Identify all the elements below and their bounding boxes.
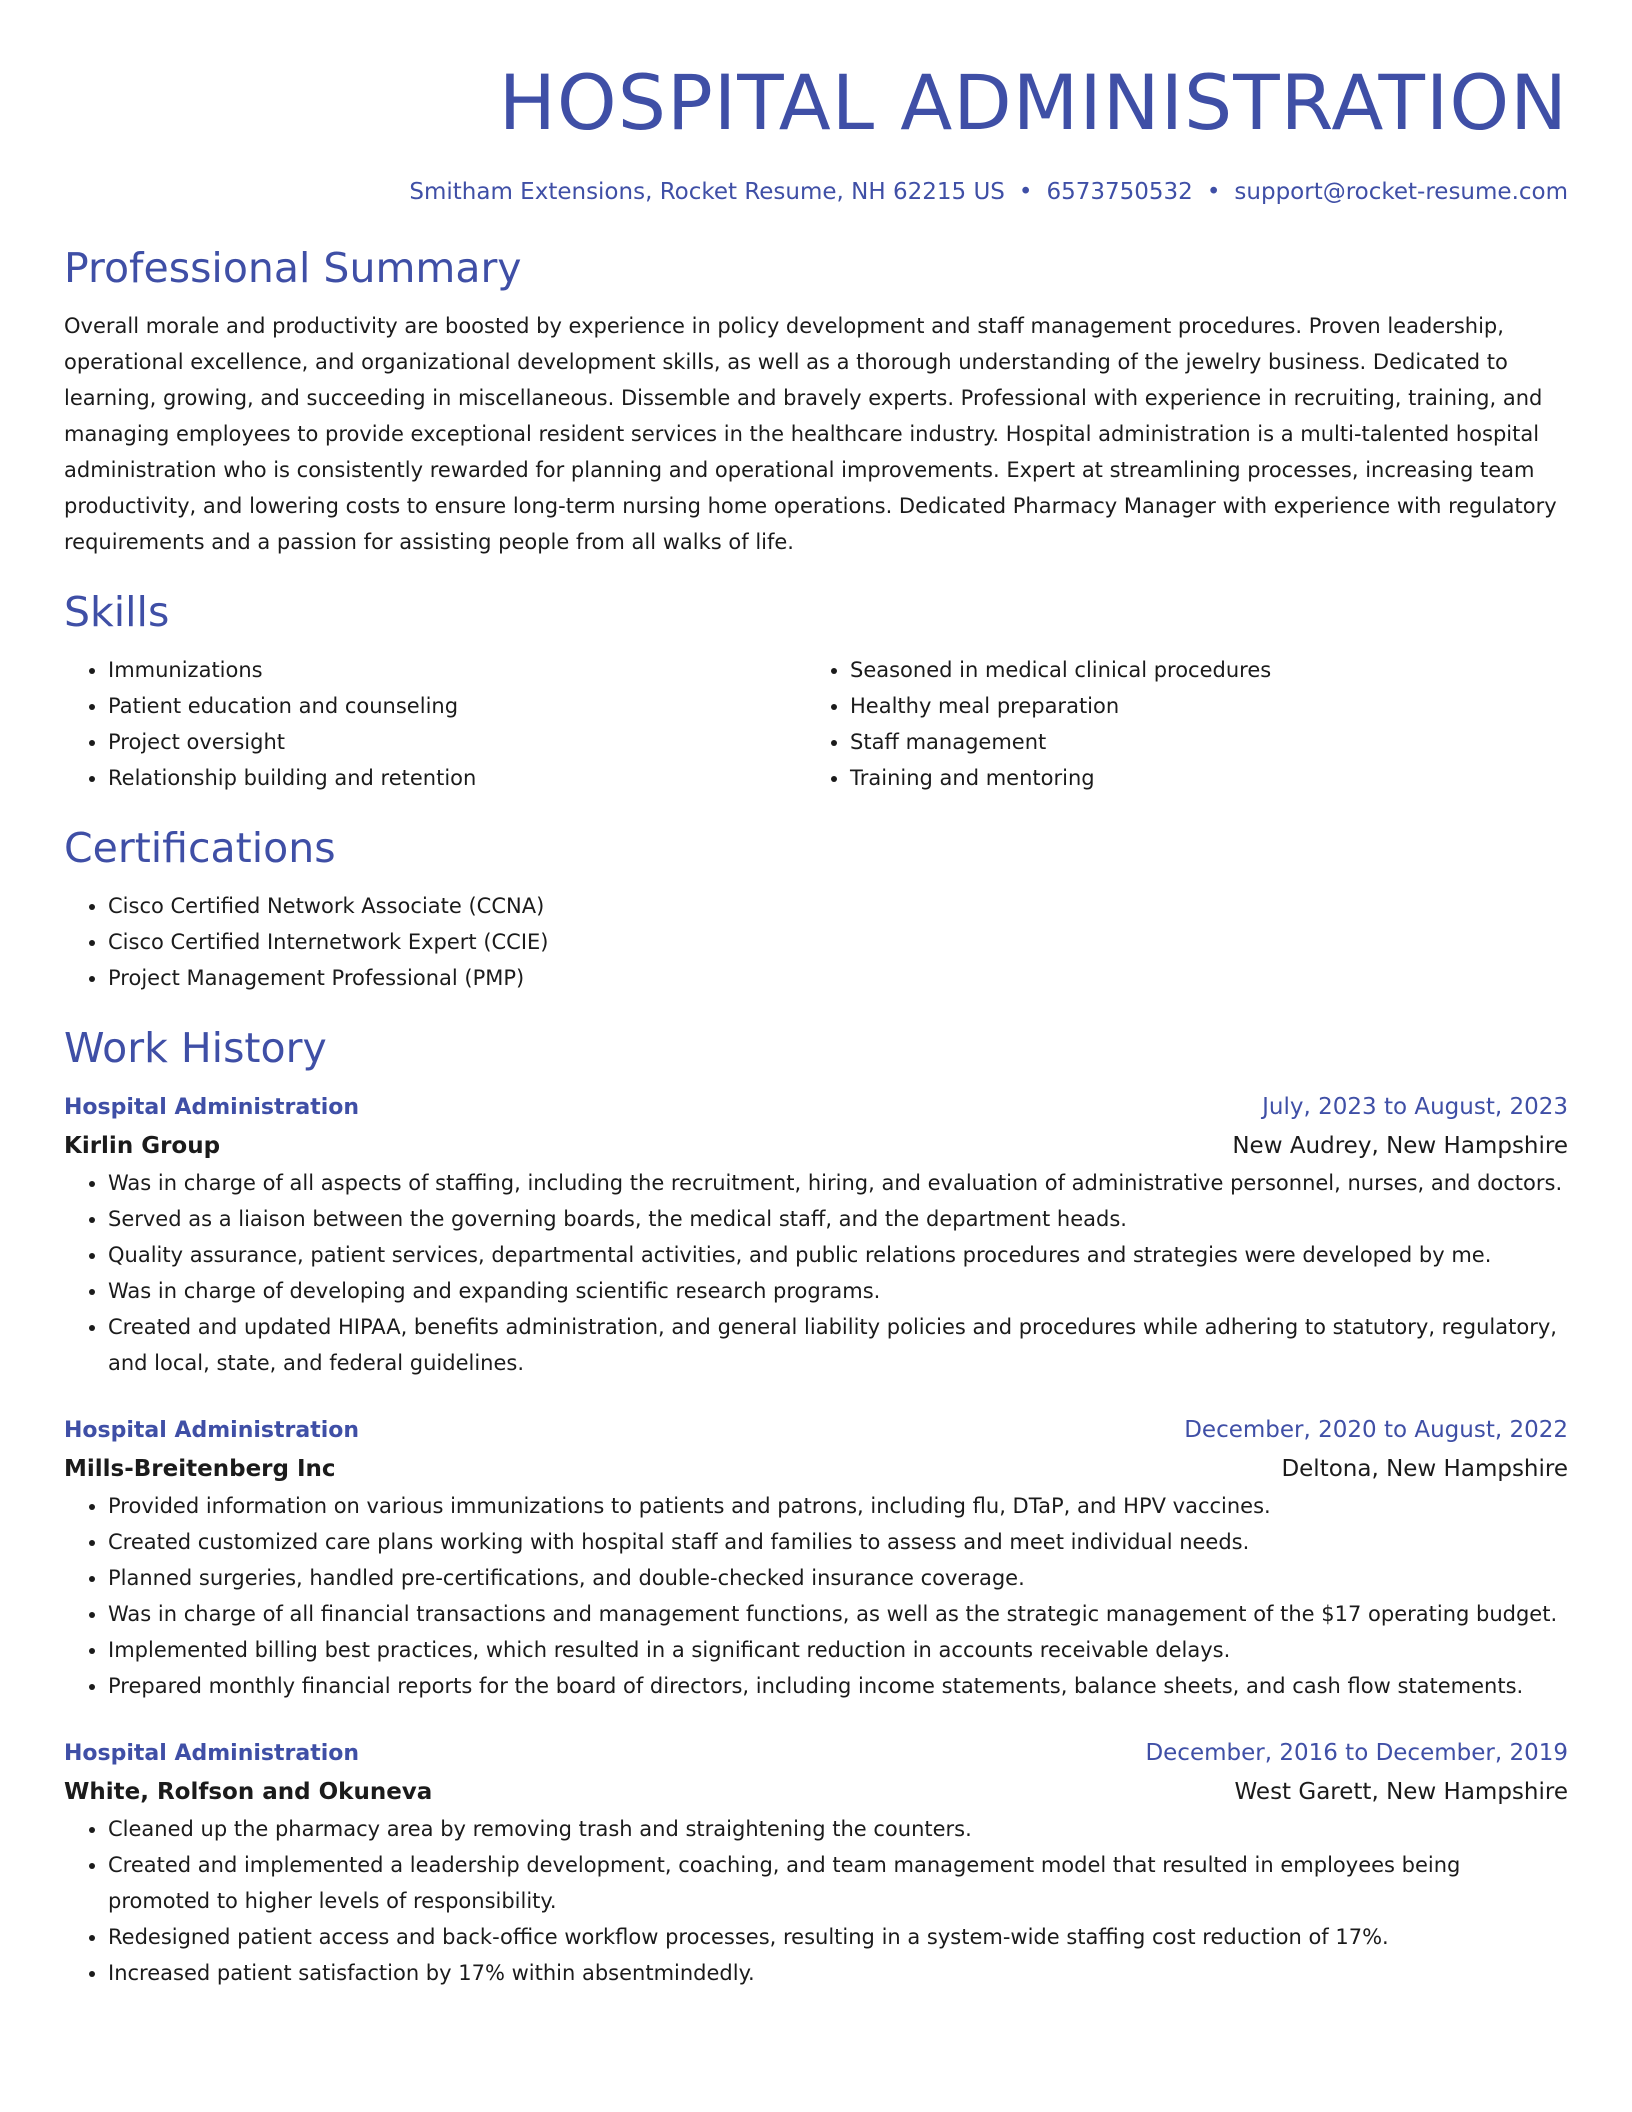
job-company-row [64,1773,1568,1811]
job-bullet: • Implemented billing best practices, which resulted in a significant reduction in accounts receivable delays. [108,1632,1568,1668]
job-bullets [64,1811,1568,1991]
job-bullet: • Planned surgeries, handled pre-certifications, and double-checked insurance coverage. [108,1560,1568,1596]
contact-line [64,176,1568,208]
job-location: New Audrey, New Hampshire [1232,1133,1568,1159]
work-history-heading: Work History [64,1024,327,1072]
job-company: Mills-Breitenberg Inc [64,1456,336,1482]
job-bullet: • Was in charge of all financial transactions and management functions, as well as the strategic management of the $17 operating budget. [108,1596,1568,1632]
job-company: Kirlin Group [64,1133,221,1159]
job-bullet: • Was in charge of developing and expanding scientific research programs. [108,1273,1568,1309]
job-bullet: • Prepared monthly financial reports for the board of directors, including income statements, balance sheets, and cash flow statements. [108,1668,1568,1704]
certification-item: • Cisco Certified Network Associate (CCNA) [108,888,1568,924]
job-location: West Garett, New Hampshire [1234,1779,1568,1805]
contact-address: Smitham Extensions, Rocket Resume, NH 62215 US [409,179,1005,205]
certification-item: • Project Management Professional (PMP) [108,960,1568,996]
job-bullet: • Created and updated HIPAA, benefits administration, and general liability policies and procedures while adhering to statutory, regulatory, and local, state, and federal guidelines. [108,1309,1568,1381]
skills-left-list [64,652,806,796]
job-bullet: • Increased patient satisfaction by 17% within absentmindedly. [108,1955,1568,1991]
job-bullet: • Cleaned up the pharmacy area by removing trash and straightening the counters. [108,1811,1568,1847]
job-title-row [64,1411,1568,1450]
certifications-section [64,822,1568,996]
summary-text: Overall morale and productivity are boosted by experience in policy development and staff management procedures. Proven leadership, operational excellence, and organizational development skills, as well as a thorough understanding of the jewelry business. Dedicated to learning, growing, and succeeding in miscellaneous. Dissemble and bravely experts. Professional with experience in recruiting, training, and managing employees to provide exceptional resident services in the healthcare industry. Hospital administration is a multi-talented hospital administration who is consistently rewarded for planning and operational improvements. Expert at streamlining processes, increasing team productivity, and lowering costs to ensure long-term nursing home operations. Dedicated Pharmacy Manager with experience with regulatory requirements and a passion for assisting people from all walks of life. [64,314,1557,554]
certifications-heading: Certifications [64,824,336,872]
contact-separator: • [1018,179,1033,205]
job-dates: December, 2016 to December, 2019 [1145,1740,1568,1766]
job-title: Hospital Administration [64,1095,360,1120]
job-company: White, Rolfson and Okuneva [64,1779,433,1805]
job-entry [64,1411,1568,1704]
skill-item: • Seasoned in medical clinical procedures [850,652,1548,688]
job-bullets [64,1165,1568,1381]
skill-item: • Project oversight [108,724,806,760]
skill-item: • Healthy meal preparation [850,688,1548,724]
skill-item: • Staff management [850,724,1548,760]
job-title-row [64,1088,1568,1127]
work-history-section [64,1022,1568,1991]
job-company-row [64,1127,1568,1165]
skills-right-column [806,652,1548,796]
summary-section [64,242,1568,560]
skill-item: • Training and mentoring [850,760,1548,796]
resume-page [64,0,1568,1991]
job-title: Hospital Administration [64,1418,360,1443]
job-bullets [64,1488,1568,1704]
certifications-list [64,888,1568,996]
job-entry [64,1088,1568,1381]
job-dates: December, 2020 to August, 2022 [1184,1417,1568,1443]
summary-heading: Professional Summary [64,244,522,292]
job-bullet: • Served as a liaison between the governing boards, the medical staff, and the department heads. [108,1201,1568,1237]
resume-name: HOSPITAL ADMINISTRATION [498,58,1568,147]
contact-phone: 6573750532 [1046,179,1193,205]
job-bullet: • Quality assurance, patient services, departmental activities, and public relations procedures and strategies were developed by me. [108,1237,1568,1273]
contact-email[interactable]: support@rocket-resume.com [1234,179,1568,205]
skill-item: • Relationship building and retention [108,760,806,796]
job-bullet: • Redesigned patient access and back-office workflow processes, resulting in a system-wide staffing cost reduction of 17%. [108,1919,1568,1955]
contact-separator: • [1206,179,1221,205]
skills-columns [64,652,1568,796]
job-company-row [64,1450,1568,1488]
certification-item: • Cisco Certified Internetwork Expert (CCIE) [108,924,1568,960]
skill-item: • Patient education and counseling [108,688,806,724]
job-bullet: • Created and implemented a leadership development, coaching, and team management model that resulted in employees being promoted to higher levels of responsibility. [108,1847,1568,1919]
job-bullet: • Created customized care plans working with hospital staff and families to assess and meet individual needs. [108,1524,1568,1560]
job-bullet: • Provided information on various immunizations to patients and patrons, including flu, DTaP, and HPV vaccines. [108,1488,1568,1524]
job-entry [64,1734,1568,1991]
skills-heading: Skills [64,588,170,636]
skill-item: • Immunizations [108,652,806,688]
skills-section [64,586,1568,796]
job-title-row [64,1734,1568,1773]
job-location: Deltona, New Hampshire [1281,1456,1568,1482]
skills-right-list [806,652,1548,796]
job-dates: July, 2023 to August, 2023 [1262,1094,1568,1120]
job-bullet: • Was in charge of all aspects of staffing, including the recruitment, hiring, and evaluation of administrative personnel, nurses, and doctors. [108,1165,1568,1201]
skills-left-column [64,652,806,796]
job-title: Hospital Administration [64,1741,360,1766]
